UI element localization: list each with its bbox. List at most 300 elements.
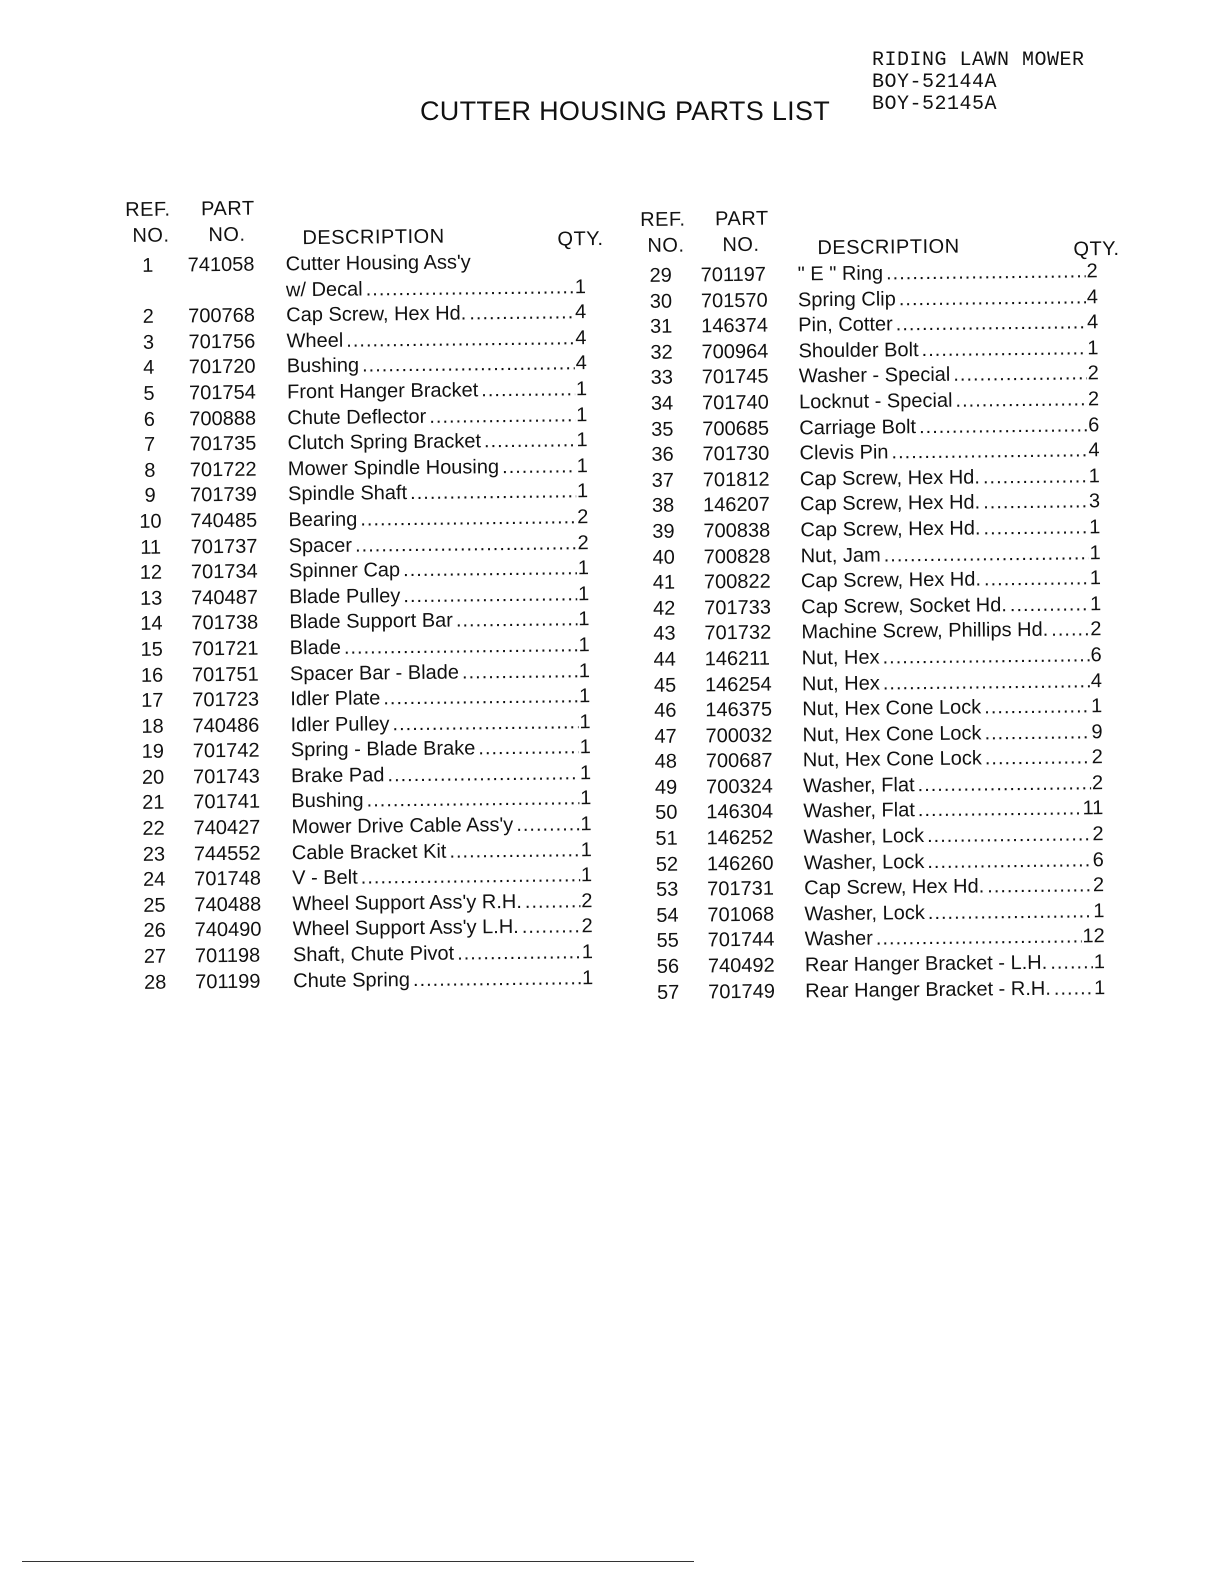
part-number: 146375: [705, 698, 773, 722]
description-header: DESCRIPTION: [817, 235, 960, 260]
part-number: 700838: [703, 519, 771, 543]
part-description: Bushing: [286, 354, 360, 378]
part-number: 741058: [187, 253, 255, 277]
description-cell: [804, 873, 1104, 902]
part-description: Blade: [289, 636, 341, 660]
bottom-rule: [22, 1561, 694, 1562]
description-cell: [798, 310, 1098, 339]
quantity: 6: [1090, 644, 1102, 667]
description-cell: [800, 490, 1100, 519]
part-description: Rear Hanger Bracket - L.H.: [804, 951, 1048, 977]
quantity: 9: [1091, 720, 1103, 743]
description-cell: [290, 684, 590, 713]
ref-number: 50: [655, 802, 678, 825]
description-cell: [802, 694, 1102, 723]
column-header: [640, 207, 1120, 264]
quantity: 2: [1087, 388, 1100, 411]
part-description: Washer, Lock: [804, 901, 925, 926]
description-cell: [799, 413, 1099, 442]
ref-number: 52: [655, 853, 679, 876]
quantity: 1: [581, 941, 594, 964]
description-cell: [805, 950, 1105, 979]
dot-leader: [456, 608, 578, 635]
ref-number: 7: [143, 433, 156, 456]
quantity: 1: [578, 634, 590, 657]
part-number: 740486: [192, 714, 260, 738]
ref-number: 1: [142, 254, 154, 277]
quantity: 2: [1092, 823, 1104, 846]
quantity: 2: [577, 506, 589, 529]
part-description: Pin, Cotter: [798, 313, 893, 337]
part-number: 701197: [700, 263, 767, 287]
ref-number: 21: [142, 792, 165, 815]
part-description: Shaft, Chute Pivot: [292, 942, 455, 967]
part-number: 700032: [705, 724, 773, 748]
quantity: 1: [578, 608, 590, 631]
description-cell: [290, 710, 590, 739]
part-number: 146207: [703, 494, 770, 517]
description-cell: [291, 812, 591, 841]
dot-leader: [983, 490, 1088, 517]
description-cell: [286, 326, 586, 355]
part-number: 701744: [707, 929, 775, 952]
quantity: 1: [576, 454, 588, 478]
part-number: 701733: [704, 596, 772, 620]
part-number: 701720: [188, 356, 256, 379]
description-cell: [287, 352, 587, 381]
description-cell: [289, 582, 589, 611]
dot-leader: [484, 428, 576, 455]
quantity: 1: [579, 736, 591, 759]
dot-leader: [383, 684, 578, 712]
part-number: 701570: [700, 289, 768, 312]
ref-number: 41: [652, 571, 676, 595]
description-cell: [802, 643, 1102, 672]
part-description: Cap Screw, Hex Hd.: [800, 568, 982, 593]
quantity: 2: [1090, 618, 1102, 641]
ref-number: 6: [143, 408, 155, 431]
part-number: 701745: [701, 366, 769, 389]
ref-number: 46: [654, 699, 677, 722]
quantity: 1: [576, 403, 588, 426]
description-cell: [798, 336, 1098, 365]
description-cell: [801, 566, 1101, 595]
part-description: Nut, Hex: [801, 646, 880, 670]
quantity: 1: [580, 864, 593, 887]
ref-number: 43: [653, 622, 676, 646]
ref-number: 33: [650, 367, 674, 390]
part-number: 701734: [190, 560, 258, 584]
description-cell: [799, 362, 1099, 391]
part-number: 701721: [191, 637, 259, 661]
description-cell: [291, 735, 591, 764]
ref-header-top: REF.: [125, 198, 171, 221]
part-number: 740427: [193, 816, 261, 840]
part-description: Cap Screw, Hex Hd.: [286, 302, 467, 327]
dot-leader: [984, 694, 1090, 721]
dot-leader: [502, 454, 576, 480]
description-cell: [802, 669, 1102, 698]
dot-leader: [387, 761, 579, 789]
description-cell: [290, 633, 590, 662]
description-cell: [288, 454, 588, 483]
description-cell: [805, 976, 1105, 1005]
dot-leader: [984, 566, 1089, 593]
ref-number: 49: [654, 776, 678, 799]
part-description: Cap Screw, Hex Hd.: [800, 517, 981, 542]
part-description: Rear Hanger Bracket - R.H.: [805, 977, 1051, 1002]
ref-number: 20: [141, 766, 165, 789]
model-designation: [872, 50, 1085, 116]
ref-number: 53: [655, 878, 679, 902]
quantity: 2: [577, 531, 589, 554]
dot-leader: [886, 259, 1086, 287]
part-number: 701739: [190, 483, 257, 507]
dot-leader: [983, 515, 1088, 542]
dot-leader: [413, 966, 581, 993]
ref-number: 23: [142, 843, 166, 866]
parts-list-left: [126, 251, 594, 996]
ref-number: 22: [142, 817, 165, 840]
description-cell: [799, 387, 1099, 416]
description-cell: [287, 377, 587, 406]
description-cell: [289, 607, 589, 636]
dot-leader: [987, 874, 1092, 901]
quantity: 1: [1087, 336, 1099, 360]
quantity: 1: [1093, 976, 1106, 999]
description-cell: [803, 745, 1103, 774]
part-description: Bushing: [291, 790, 364, 813]
part-number: 700685: [702, 417, 770, 440]
part-description: Idler Pulley: [290, 712, 390, 736]
part-number: 700964: [701, 340, 769, 364]
quantity: 1: [1088, 464, 1100, 488]
quantity: 2: [581, 915, 593, 938]
part-description: Washer, Lock: [803, 825, 925, 849]
qty-header: QTY.: [557, 227, 604, 251]
quantity: 1: [577, 557, 590, 580]
ref-number: 34: [650, 392, 674, 415]
dot-leader: [928, 899, 1093, 926]
dot-leader: [361, 864, 581, 892]
part-description: Cap Screw, Hex Hd.: [804, 875, 985, 900]
part-description: Wheel: [286, 329, 344, 353]
quantity: 2: [1092, 874, 1105, 897]
quantity: 1: [1089, 592, 1102, 616]
dot-leader: [366, 275, 574, 303]
ref-number: 14: [140, 612, 163, 636]
part-number: 701722: [189, 458, 257, 482]
part-header-bottom: NO.: [208, 223, 246, 247]
model-line: BOY-52144A: [872, 71, 998, 94]
ref-number: 26: [143, 920, 166, 943]
dot-leader: [516, 812, 579, 838]
dot-leader: [917, 771, 1091, 798]
dot-leader: [429, 403, 575, 430]
part-number: 701199: [195, 970, 261, 993]
quantity: 11: [1082, 797, 1104, 820]
part-number: 744552: [193, 842, 261, 865]
part-description: w/ Decal: [285, 278, 363, 301]
quantity: 2: [1087, 362, 1099, 385]
part-description: Machine Screw, Phillips Hd.: [801, 619, 1049, 644]
quantity: 1: [1093, 951, 1106, 974]
ref-number: 55: [656, 930, 679, 953]
ref-number: 16: [140, 664, 164, 687]
description-cell: [801, 618, 1101, 647]
dot-leader: [883, 669, 1090, 697]
part-description: Front Hanger Bracket: [286, 379, 479, 404]
ref-header-bottom: NO.: [132, 224, 170, 247]
dot-leader: [953, 362, 1087, 389]
description-cell: [289, 531, 589, 560]
ref-number: 35: [651, 418, 674, 441]
ref-number: 51: [655, 827, 678, 850]
part-description: Washer, Flat: [803, 799, 915, 823]
dot-leader: [884, 541, 1089, 569]
part-number: 701732: [704, 621, 772, 645]
quantity: 1: [1089, 516, 1101, 539]
description-cell: [804, 899, 1104, 928]
dot-leader: [481, 377, 575, 404]
ref-number: 38: [651, 495, 675, 518]
dot-leader: [896, 311, 1087, 339]
part-number: 146211: [704, 647, 771, 671]
dot-leader: [955, 387, 1087, 414]
part-description: Cap Screw, Hex Hd.: [800, 491, 981, 516]
part-description: Mower Drive Cable Ass'y: [291, 814, 514, 839]
dot-leader: [346, 326, 574, 354]
quantity: 1: [575, 378, 588, 401]
description-cell: [292, 838, 592, 867]
quantity: 1: [580, 787, 592, 810]
part-number: 701723: [192, 688, 260, 712]
description-cell: [803, 822, 1103, 851]
part-number: 740487: [191, 586, 259, 610]
dot-leader: [899, 285, 1086, 313]
ref-number: 24: [142, 868, 166, 892]
part-description: Cable Bracket Kit: [291, 840, 447, 864]
dot-leader: [1054, 976, 1094, 1002]
part-header-top: PART: [201, 197, 255, 221]
dot-leader: [927, 848, 1092, 875]
ref-header-bottom: NO.: [647, 234, 685, 257]
part-description: Locknut - Special: [798, 389, 953, 414]
description-cell: [801, 592, 1101, 621]
ref-number: 31: [650, 315, 673, 339]
part-number: 701737: [190, 535, 258, 558]
quantity: 1: [576, 480, 589, 503]
part-description: Clutch Spring Bracket: [287, 430, 482, 455]
quantity: 1: [579, 762, 592, 785]
part-number: 701731: [707, 877, 775, 901]
ref-number: 10: [139, 510, 162, 533]
ref-number: 4: [143, 357, 155, 380]
quantity: 4: [575, 326, 587, 350]
dot-leader: [882, 643, 1089, 671]
description-header: DESCRIPTION: [302, 225, 445, 250]
dot-leader: [918, 797, 1082, 824]
description-cell: [288, 480, 588, 509]
part-number: 701198: [194, 944, 261, 968]
description-cell: [292, 863, 592, 892]
part-description: Washer, Flat: [802, 774, 915, 798]
part-number: 146260: [706, 852, 774, 875]
ref-number: 12: [139, 561, 163, 584]
dot-leader: [927, 822, 1092, 849]
ref-number: 32: [650, 341, 673, 364]
quantity: 1: [1093, 900, 1105, 923]
description-cell: [293, 915, 593, 944]
ref-number: 39: [652, 520, 675, 543]
part-number: 701735: [189, 432, 257, 456]
part-number: 701740: [701, 391, 769, 415]
part-description: Shoulder Bolt: [798, 338, 919, 363]
dot-leader: [449, 838, 580, 865]
description-cell: [803, 771, 1103, 800]
description-cell: [292, 889, 592, 918]
dot-leader: [522, 915, 581, 941]
quantity: 12: [1082, 925, 1105, 948]
description-cell: [290, 659, 590, 688]
part-description: Spring Clip: [797, 287, 896, 311]
part-description: Nut, Jam: [800, 544, 881, 567]
description-cell: [798, 285, 1098, 314]
part-number: 701748: [194, 867, 262, 891]
dot-leader: [919, 413, 1087, 440]
quantity: 6: [1092, 848, 1104, 871]
part-description: Brake Pad: [290, 764, 385, 788]
part-description: Idler Plate: [290, 687, 381, 711]
part-number: 701741: [193, 791, 261, 814]
ref-number: 40: [652, 546, 675, 569]
ref-number: 57: [656, 981, 680, 1004]
quantity: 1: [580, 813, 592, 836]
part-number: 146374: [701, 314, 769, 338]
ref-number: 48: [654, 750, 678, 774]
part-number: 740488: [194, 893, 262, 917]
part-number: 701742: [192, 739, 260, 763]
ref-number: 19: [141, 740, 165, 764]
part-description: Clevis Pin: [799, 441, 889, 465]
quantity: 4: [1088, 439, 1100, 462]
description-cell: [291, 787, 591, 816]
dot-leader: [1010, 592, 1089, 618]
part-number: 740490: [194, 919, 262, 942]
part-number: 701751: [191, 663, 259, 686]
ref-number: 27: [143, 945, 167, 968]
quantity: 2: [1086, 260, 1098, 283]
quantity: 1: [579, 710, 591, 733]
dot-leader: [525, 889, 581, 915]
quantity: 6: [1088, 413, 1100, 436]
part-description: Washer - Special: [798, 364, 951, 388]
part-description: Cap Screw, Socket Hd.: [801, 593, 1007, 619]
quantity: 2: [1091, 772, 1104, 795]
dot-leader: [366, 787, 579, 815]
dot-leader: [984, 720, 1090, 747]
part-number: 740492: [707, 954, 775, 978]
ref-number: 11: [140, 536, 162, 559]
description-cell: [798, 259, 1098, 288]
quantity: 1: [1089, 541, 1101, 564]
quantity: 1: [1091, 695, 1103, 718]
quantity: 1: [577, 582, 590, 605]
part-description: Wheel Support Ass'y L.H.: [292, 916, 519, 941]
ref-number: 2: [142, 305, 154, 329]
description-cell: [289, 556, 589, 585]
dot-leader: [478, 736, 579, 763]
description-cell: [800, 515, 1100, 544]
part-header-top: PART: [715, 207, 769, 231]
ref-number: 29: [649, 264, 672, 287]
quantity: 2: [1091, 746, 1103, 769]
dot-leader: [1051, 618, 1089, 644]
part-description: Carriage Bolt: [799, 415, 917, 439]
dot-leader: [462, 659, 578, 686]
part-description: Chute Deflector: [287, 405, 427, 429]
part-number: 700822: [703, 570, 771, 594]
quantity: 1: [578, 659, 591, 682]
part-description: Wheel Support Ass'y R.H.: [292, 890, 522, 916]
description-cell: [288, 505, 588, 534]
dot-leader: [457, 940, 581, 967]
dot-leader: [410, 480, 576, 507]
part-number: 700828: [703, 545, 771, 568]
qty-header: QTY.: [1073, 237, 1120, 261]
part-description: Mower Spindle Housing: [287, 455, 500, 481]
dot-leader: [876, 925, 1082, 953]
description-cell: [293, 966, 593, 995]
ref-number: 18: [141, 715, 164, 738]
dot-leader: [360, 505, 576, 533]
ref-number: 44: [653, 648, 676, 671]
ref-number: 42: [652, 597, 676, 620]
dot-leader: [403, 582, 577, 609]
part-number: 701743: [192, 765, 260, 789]
description-cell: [291, 761, 591, 790]
ref-number: 9: [144, 485, 156, 508]
part-description: Spindle Shaft: [288, 482, 408, 506]
model-line: BOY-52145A: [872, 93, 998, 116]
part-description: Blade Support Bar: [289, 609, 453, 634]
description-cell: [800, 464, 1100, 493]
part-number: 146252: [706, 826, 774, 850]
ref-number: 30: [649, 290, 673, 313]
dot-leader: [983, 464, 1088, 491]
description-cell: [799, 438, 1099, 467]
quantity: 4: [1086, 285, 1099, 308]
ref-number: 28: [143, 971, 167, 994]
part-description: Cap Screw, Hex Hd.: [799, 466, 981, 491]
ref-number: 56: [656, 955, 680, 978]
part-description: Nut, Hex Cone Lock: [802, 696, 982, 721]
dot-leader: [921, 336, 1086, 363]
ref-number: 36: [651, 443, 674, 467]
quantity: 4: [574, 301, 587, 324]
part-number: 701068: [707, 903, 775, 927]
description-cell: [287, 428, 587, 457]
part-description: Washer, Lock: [803, 850, 925, 874]
parts-column-right: [640, 207, 1120, 1006]
part-description: Nut, Hex Cone Lock: [802, 722, 982, 747]
parts-column-left: [125, 197, 604, 996]
dot-leader: [985, 746, 1091, 773]
description-cell: [802, 720, 1102, 749]
ref-number: 45: [653, 674, 677, 697]
part-number: 701738: [191, 611, 259, 635]
part-description: Blade Pulley: [289, 584, 401, 609]
